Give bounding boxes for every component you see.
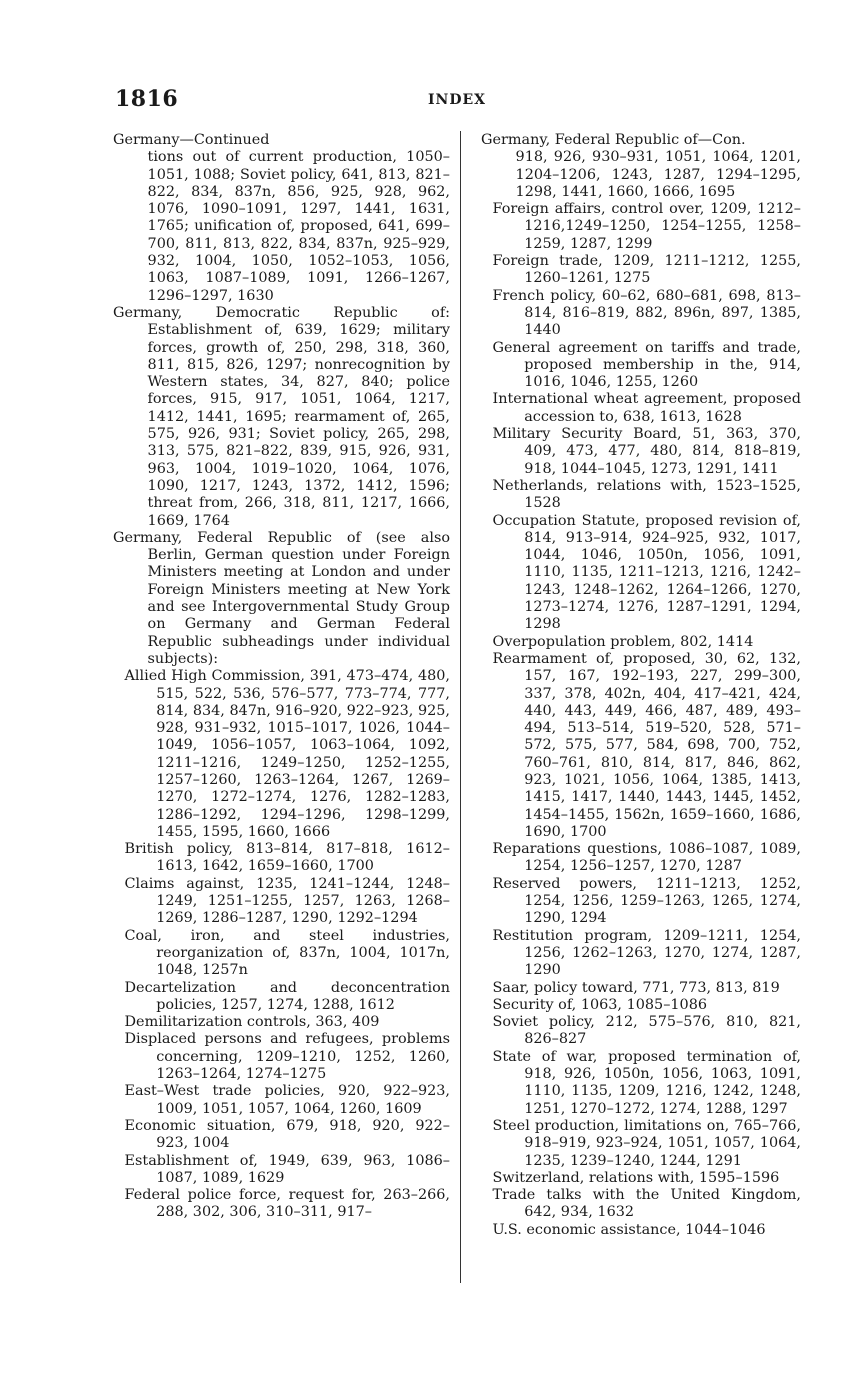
index-subentry: East–West trade policies, 920, 922–923, 1009, 1051, 1057, 1064, 1260, 1609 [124, 1083, 450, 1117]
index-entry: Germany, Federal Republic of (see also Berlin, German question under Foreign Ministers meeting at London and under Foreign Ministers meeting at New York and see Intergovernmental Study Group on Germany and German Federal Republic subheadings under individual subjects): [113, 529, 450, 667]
index-subentry: Foreign affairs, control over, 1209, 1212–1216,1249–1250, 1254–1255, 1258–1259, 1287, 1299 [492, 201, 801, 252]
index-entry: Germany, Federal Republic of—Con. [481, 132, 746, 148]
index-subentry: British policy, 813–814, 817–818, 1612–1613, 1642, 1659–1660, 1700 [124, 841, 450, 875]
index-subentry: Overpopulation problem, 802, 1414 [492, 633, 754, 650]
index-subentry: Military Security Board, 51, 363, 370, 409, 473, 477, 480, 814, 818–819, 918, 1044–1045, 1273, 1291, 1411 [492, 426, 801, 477]
index-subentry: Reserved powers, 1211–1213, 1252, 1254, 1256, 1259–1263, 1265, 1274, 1290, 1294 [492, 875, 801, 927]
index-entry: 918, 926, 930–931, 1051, 1064, 1201, 1204–1206, 1243, 1287, 1294–1295, 1298, 1441, 1660, 1666, 1695 [515, 149, 801, 200]
index-subentry: French policy, 60–62, 680–681, 698, 813–814, 816–819, 882, 896n, 897, 1385, 1440 [492, 287, 801, 339]
index-subentry: Coal, iron, and steel industries, reorganization of, 837n, 1004, 1017n, 1048, 1257n [124, 927, 450, 979]
index-subentry: Allied High Commission, 391, 473–474, 480, 515, 522, 536, 576–577, 773–774, 777, 814, 834, 847n, 916–920, 922–923, 925, 928, 931–932, 1015–1017, 1026, 1044–1049, 1056–1057, 1063–1064, 1092, 1211–1216, 1249–1250, 1252–1255, 1257–1260, 1263–1264, 1267, 1269–1270, 1272–1274, 1276, 1282–1283, 1286–1292, 1294–1296, 1298–1299, 1455, 1595, 1660, 1666 [124, 668, 450, 840]
index-subentry: Security of, 1063, 1085–1086 [492, 996, 708, 1013]
index-subentry: Claims against, 1235, 1241–1244, 1248–1249, 1251–1255, 1257, 1263, 1268–1269, 1286–1287, 1290, 1292–1294 [124, 875, 450, 927]
index-subentry: Netherlands, relations with, 1523–1525, 1528 [492, 477, 801, 512]
column-divider [460, 131, 461, 1283]
index-column-right [481, 132, 801, 1239]
index-subentry: Demilitarization controls, 363, 409 [124, 1014, 380, 1031]
index-column-left [113, 132, 450, 1222]
index-subentry: International wheat agreement, proposed accession to, 638, 1613, 1628 [492, 391, 801, 425]
index-subentry: Trade talks with the United Kingdom, 642, 934, 1632 [492, 1187, 801, 1221]
index-subentry: Foreign trade, 1209, 1211–1212, 1255, 1260–1261, 1275 [492, 253, 801, 287]
index-subentry: Occupation Statute, proposed revision of, 814, 913–914, 924–925, 932, 1017, 1044, 1046, 1050n, 1056, 1091, 1110, 1135, 1211–1213, 1216, 1242–1243, 1248–1262, 1264–1266, 1270, 1273–1274, 1276, 1287–1291, 1294, 1298 [492, 512, 801, 633]
index-subentry: Reparations questions, 1086–1087, 1089, 1254, 1256–1257, 1270, 1287 [492, 841, 801, 875]
page-title: INDEX [428, 92, 487, 108]
index-subentry: Federal police force, request for, 263–266, 288, 302, 306, 310–311, 917– [124, 1187, 450, 1221]
index-subentry: Decartelization and deconcentration policies, 1257, 1274, 1288, 1612 [124, 979, 450, 1013]
page-number: 1816 [115, 86, 179, 112]
index-entry: Germany, Democratic Republic of: Establishment of, 639, 1629; military forces, growth of, 250, 298, 318, 360, 811, 815, 826, 1297; nonrecognition by Western states, 34, 827, 840; police forces, 915, 917, 1051, 1064, 1217, 1412, 1441, 1695; rearmament of, 265, 575, 926, 931; Soviet policy, 265, 298, 313, 575, 821–822, 839, 915, 926, 931, 963, 1004, 1019–1020, 1064, 1076, 1090, 1217, 1243, 1372, 1412, 1596; threat from, 266, 318, 811, 1217, 1666, 1669, 1764 [113, 304, 450, 529]
index-entry: tions out of current production, 1050–1051, 1088; Soviet policy, 641, 813, 821–822, 834, 837n, 856, 925, 928, 962, 1076, 1090–1091, 1297, 1441, 1631, 1765; unification of, proposed, 641, 699–700, 811, 813, 822, 834, 837n, 925–929, 932, 1004, 1050, 1052–1053, 1056, 1063, 1087–1089, 1091, 1266–1267, 1296–1297, 1630 [147, 149, 450, 304]
index-subentry: Economic situation, 679, 918, 920, 922–923, 1004 [124, 1117, 450, 1152]
index-subentry: Restitution program, 1209–1211, 1254, 1256, 1262–1263, 1270, 1274, 1287, 1290 [492, 927, 801, 979]
index-subentry: Soviet policy, 212, 575–576, 810, 821, 826–827 [492, 1014, 801, 1048]
index-entry: Germany—Continued [113, 132, 270, 148]
index-subentry: Rearmament of, proposed, 30, 62, 132, 157, 167, 192–193, 227, 299–300, 337, 378, 402n, 404, 417–421, 424, 440, 443, 449, 466, 487, 489, 493–494, 513–514, 519–520, 528, 571–572, 575, 577, 584, 698, 700, 752, 760–761, 810, 814, 817, 846, 862, 923, 1021, 1056, 1064, 1385, 1413, 1415, 1417, 1440, 1443, 1445, 1452, 1454–1455, 1562n, 1659–1660, 1686, 1690, 1700 [492, 650, 801, 840]
index-subentry: Saar, policy toward, 771, 773, 813, 819 [492, 979, 780, 996]
index-subentry: Displaced persons and refugees, problems concerning, 1209–1210, 1252, 1260, 1263–1264, 1274–1275 [124, 1031, 450, 1083]
index-subentry: General agreement on tariffs and trade, proposed membership in the, 914, 1016, 1046, 1255, 1260 [492, 339, 801, 391]
index-subentry: Steel production, limitations on, 765–766, 918–919, 923–924, 1051, 1057, 1064, 1235, 1239–1240, 1244, 1291 [492, 1117, 801, 1169]
index-subentry: Switzerland, relations with, 1595–1596 [492, 1169, 780, 1186]
index-subentry: U.S. economic assistance, 1044–1046 [492, 1221, 766, 1238]
index-subentry: State of war, proposed termination of, 918, 926, 1050n, 1056, 1063, 1091, 1110, 1135, 1209, 1216, 1242, 1248, 1251, 1270–1272, 1274, 1288, 1297 [492, 1048, 801, 1117]
index-subentry: Establishment of, 1949, 639, 963, 1086–1087, 1089, 1629 [124, 1152, 450, 1186]
